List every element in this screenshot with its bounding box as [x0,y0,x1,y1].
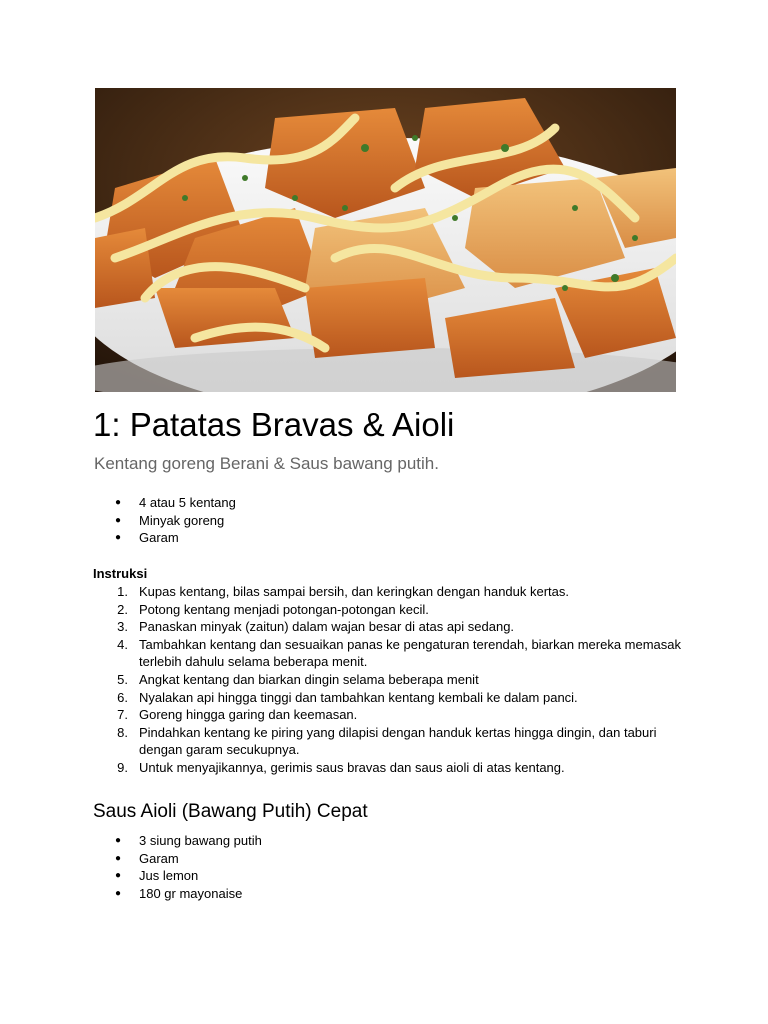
list-item [94,850,694,868]
step-number: 7. [117,707,128,723]
bullet-icon: ● [115,887,122,899]
list-item [94,618,684,636]
step-text: Potong kentang menjadi potongan-potongan kecil. [139,601,429,617]
ingredient-text: Minyak goreng [139,512,225,528]
bullet-icon: ● [115,497,122,508]
step-text: Tambahkan kentang dan sesuaikan panas ke pengaturan terendah, biarkan mereka memasak terlebih dahulu selama beberapa menit. [139,636,682,670]
list-item [94,601,684,619]
ingredient-text: Jus lemon [139,868,199,884]
ingredient-text: 4 atau 5 kentang [139,495,236,510]
bullet-icon: ● [115,514,122,526]
list-item [94,512,694,530]
step-text: Pindahkan kentang ke piring yang dilapisi dengan handuk kertas hingga dingin, dan taburi dengan garam secukupnya. [139,724,657,758]
step-number: 8. [117,724,128,740]
list-item [94,689,684,707]
ingredient-text: Garam [139,850,179,866]
bullet-icon: ● [115,852,122,864]
list-item [94,885,694,903]
ingredient-text: 3 siung bawang putih [139,833,262,848]
list-item [94,867,694,885]
step-number: 9. [117,759,128,775]
list-item [94,671,684,689]
list-item [94,583,684,601]
step-number: 5. [117,671,128,687]
list-item [94,529,694,547]
recipe-subtitle: Kentang goreng Berani & Saus bawang putih. [94,454,439,473]
step-number: 2. [117,601,128,617]
ingredient-text: 180 gr mayonaise [139,885,243,901]
step-text: Untuk menyajikannya, gerimis saus bravas dan saus aioli di atas kentang. [139,759,565,775]
bullet-icon: ● [115,532,122,544]
list-item [94,494,694,512]
instructions-heading: Instruksi [93,566,148,581]
step-text: Panaskan minyak (zaitun) dalam wajan besar di atas api sedang. [139,619,515,635]
list-item [94,706,684,724]
step-text: Angkat kentang dan biarkan dingin selama beberapa menit [139,671,479,687]
step-number: 6. [117,689,128,705]
bullet-icon: ● [115,835,122,846]
step-text: Nyalakan api hingga tinggi dan tambahkan kentang kembali ke dalam panci. [139,689,578,705]
list-item [94,724,684,759]
list-item [94,636,684,671]
aioli-heading: Saus Aioli (Bawang Putih) Cepat [93,801,368,822]
ingredient-text: Garam [139,530,179,546]
list-item [94,832,694,850]
step-number: 3. [117,619,128,635]
list-item [94,759,684,777]
step-number: 1. [117,584,128,599]
aioli-ingredient-list [94,832,694,902]
step-text: Kupas kentang, bilas sampai bersih, dan keringkan dengan handuk kertas. [139,584,570,599]
recipe-title: 1: Patatas Bravas & Aioli [93,406,455,443]
step-text: Goreng hingga garing dan keemasan. [139,707,358,723]
bullet-icon: ● [115,870,122,882]
step-number: 4. [117,636,128,652]
ingredient-list [94,494,694,547]
instruction-list [94,583,684,777]
recipe-photo [95,88,676,392]
